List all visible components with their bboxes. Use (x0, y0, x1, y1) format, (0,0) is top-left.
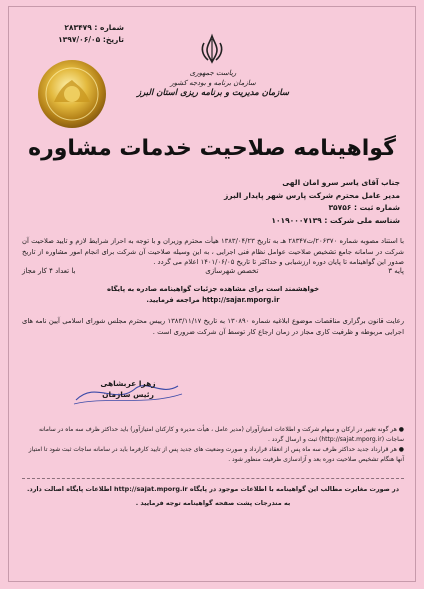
iran-emblem-icon (195, 33, 229, 65)
org-line-1: ریاست جمهوری (189, 69, 237, 77)
certificate-title: گواهینامه صلاحیت خدمات مشاوره (28, 136, 396, 161)
compliance-paragraph: رعایت قانون برگزاری مناقصات موضوع ابلاغیه شماره ۱۳۰۸۹۰ به تاریخ ۱۳۸۳/۱۱/۱۷ رییس محترم مجلس شورای اسلامی آیین نامه های اجرایی مربوطه و ظرفیت کاری مجاز در زمان ارجاع کار توسط آن شرکت ضروری است . (22, 317, 404, 336)
specialty-label: تخصص شهرسازی (205, 267, 259, 275)
signatory-name: زهرا عربشاهی (100, 379, 156, 388)
signatory-role: رئیس سازمان (102, 390, 154, 399)
certificate-body-paragraph: با استناد مصوبه شماره ۲۰۶۳۷۰/ت۲۸۳۴۷ هـ به تاریخ ۱۳۸۳/۰۴/۲۳ هیأت محترم وزیران و با توجه به احراز شرایط لازم و تایید صلاحیت آن شرکت در سامانه جامع تشخیص صلاحیت عوامل نظام فنی اجرایی ، به این وسیله صلاحیت آن شرکت برای انجام امور مشاوره از تاریخ صدور این گواهینامه تا پایان دوره ارزشیابی و حداکثر تا تاریخ ۱۴۰۱/۰۶/۰۵ اعلام می گردد . (22, 237, 405, 267)
notes-list (22, 425, 404, 465)
divider (22, 478, 404, 479)
registration-number: شماره ثبت : ۳۵۷۵۶ (328, 203, 400, 212)
organization-block (118, 68, 308, 98)
date-label: تاریخ: ۱۳۹۷/۰۶/۰۵ (58, 35, 124, 44)
authenticity-warning: در صورت مغایرت مطالب این گواهینامه با اطلاعات موجود در پایگاه http://sajat.mporg.ir اطلاعات پایگاه اصالت دارد. (26, 485, 400, 493)
signature-block (78, 378, 178, 400)
details-note-line-1: خواهشمند است برای مشاهده جزئیات گواهینامه صادره به پایگاه (106, 285, 320, 293)
details-note-link[interactable]: http://sajar.mporg.ir مراجعه فرمایید. (146, 296, 280, 304)
recipient-name: جناب آقای یاسر سرو امان الهی (282, 178, 400, 187)
grade-label: پایه ۳ (388, 267, 404, 275)
recipient-position: مدیر عامل محترم شرکت پارس شهر پایدار البرز (223, 190, 400, 200)
note-item: ● هر قرارداد جدید حداکثر ظرف سه ماه پس از انعقاد قرارداد و صورت وضعیت های جدید پس از تایید کارفرما باید در سامانه ساجات ثبت شود تا امتیاز آنها هنگام تشخیص صلاحیت دوره بعد و آزادسازی ظرفیت منظور شود . (28, 446, 404, 463)
org-line-3: سازمان مدیریت و برنامه ریزی استان البرز (137, 88, 289, 98)
back-page-note: به مندرجات پشت صفحه گواهینامه توجه فرمایید . (135, 499, 291, 507)
national-id: شناسه ملی شرکت : ۱۰۱۹۰۰۰۷۱۳۹ (271, 215, 400, 225)
note-item: ● هر گونه تغییر در ارکان و سهام شرکت و اطلاعات امتیازآوران (مدیر عامل ، هیأت مدیره و کارکنان امتیازآور) باید حداکثر ظرف سه ماه در سامانه ساجات (http://sajat.mporg.ir) ثبت و ارسال گردد . (39, 426, 404, 443)
hologram-seal-icon (36, 58, 108, 130)
work-count-label: با تعداد ۴ کار مجاز (22, 267, 76, 275)
details-note (22, 284, 404, 306)
recipient-block (100, 177, 400, 227)
document-meta (14, 22, 124, 46)
org-line-2: سازمان برنامه و بودجه کشور (170, 79, 256, 87)
qualification-row (22, 267, 404, 275)
number-label: شماره : ۲۸۳۴۷۹ (64, 23, 124, 32)
